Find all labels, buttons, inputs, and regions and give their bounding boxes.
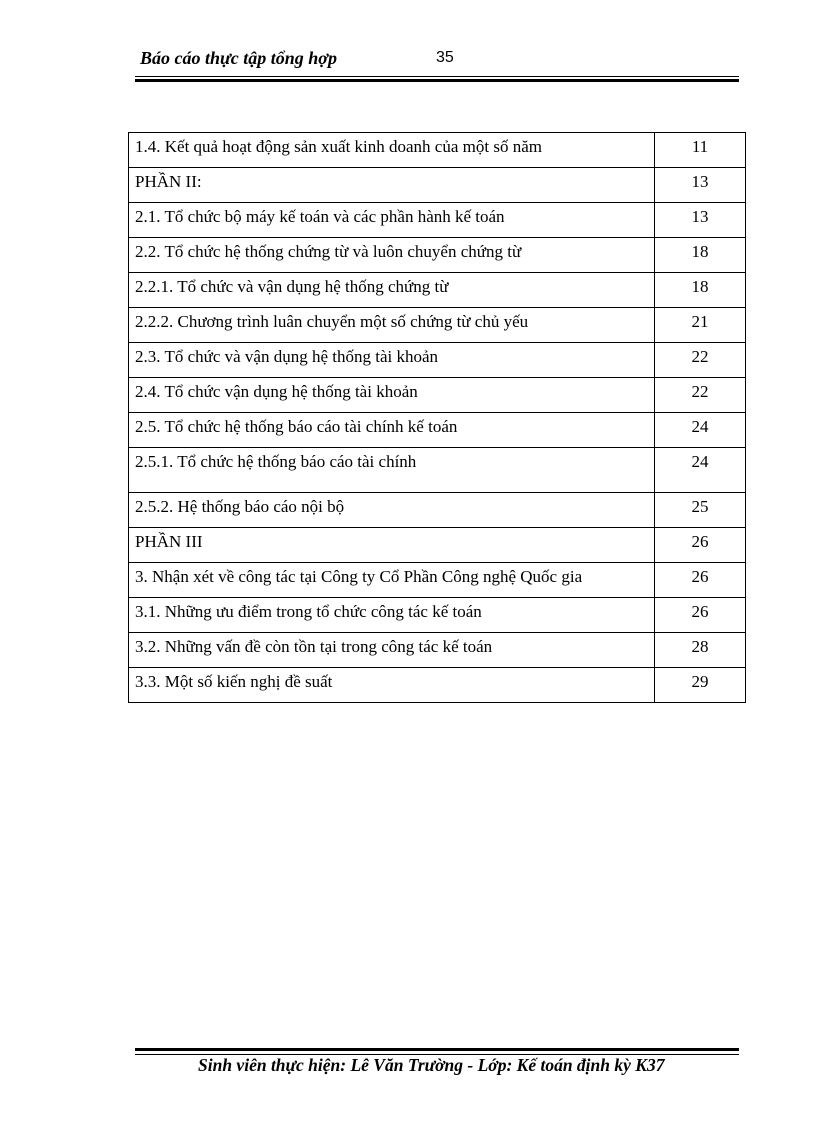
toc-row (129, 308, 746, 343)
toc-entry-page: 26 (655, 563, 746, 598)
toc-entry-page: 28 (655, 633, 746, 668)
header-divider-thin (135, 76, 739, 77)
toc-row (129, 203, 746, 238)
toc-row (129, 668, 746, 703)
toc-row (129, 598, 746, 633)
report-title: Báo cáo thực tập tổng hợp (140, 48, 337, 68)
toc-entry-label: 3. Nhận xét về công tác tại Công ty Cổ Phần Công nghệ Quốc gia (129, 563, 655, 598)
toc-row (129, 133, 746, 168)
footer-author: Sinh viên thực hiện: Lê Văn Trường - Lớp: Kế toán định kỳ K37 (198, 1055, 665, 1075)
toc-entry-label: 3.2. Những vấn đề còn tồn tại trong công tác kế toán (129, 633, 655, 668)
toc-row (129, 633, 746, 668)
toc-entry-label: 3.1. Những ưu điểm trong tổ chức công tác kế toán (129, 598, 655, 633)
header-divider-thick (135, 79, 739, 82)
toc-entry-page: 11 (655, 133, 746, 168)
toc-entry-label: PHẦN III (129, 528, 655, 563)
toc-row (129, 563, 746, 598)
toc-entry-label: 2.2.1. Tổ chức và vận dụng hệ thống chứng từ (129, 273, 655, 308)
toc-entry-label: 2.1. Tổ chức bộ máy kế toán và các phần hành kế toán (129, 203, 655, 238)
toc-row (129, 528, 746, 563)
toc-entry-label: PHẦN II: (129, 168, 655, 203)
toc-entry-label: 3.3. Một số kiến nghị đề suất (129, 668, 655, 703)
toc-entry-label: 2.5. Tổ chức hệ thống báo cáo tài chính kế toán (129, 413, 655, 448)
toc-entry-page: 22 (655, 343, 746, 378)
toc-entry-page: 25 (655, 493, 746, 528)
toc-row (129, 448, 746, 493)
toc-entry-label: 2.2. Tổ chức hệ thống chứng từ và luôn chuyển chứng từ (129, 238, 655, 273)
toc-entry-label: 2.5.2. Hệ thống báo cáo nội bộ (129, 493, 655, 528)
toc-row (129, 378, 746, 413)
toc-entry-label: 1.4. Kết quả hoạt động sản xuất kinh doanh của một số năm (129, 133, 655, 168)
toc-entry-page: 18 (655, 238, 746, 273)
footer-divider-thick (135, 1048, 739, 1051)
toc-row (129, 168, 746, 203)
toc-entry-page: 26 (655, 528, 746, 563)
toc-entry-page: 21 (655, 308, 746, 343)
table-of-contents (128, 132, 746, 703)
toc-row (129, 273, 746, 308)
toc-entry-page: 24 (655, 448, 746, 493)
toc-entry-label: 2.5.1. Tổ chức hệ thống báo cáo tài chính (129, 448, 655, 493)
toc-entry-page: 22 (655, 378, 746, 413)
toc-row (129, 413, 746, 448)
toc-entry-label: 2.2.2. Chương trình luân chuyển một số chứng từ chủ yếu (129, 308, 655, 343)
toc-row (129, 343, 746, 378)
toc-row (129, 493, 746, 528)
toc-entry-label: 2.4. Tổ chức vận dụng hệ thống tài khoản (129, 378, 655, 413)
toc-entry-page: 13 (655, 203, 746, 238)
toc-row (129, 238, 746, 273)
page-number: 35 (436, 49, 454, 66)
toc-entry-label: 2.3. Tổ chức và vận dụng hệ thống tài khoản (129, 343, 655, 378)
toc-entry-page: 13 (655, 168, 746, 203)
toc-entry-page: 24 (655, 413, 746, 448)
toc-entry-page: 18 (655, 273, 746, 308)
toc-entry-page: 29 (655, 668, 746, 703)
toc-entry-page: 26 (655, 598, 746, 633)
